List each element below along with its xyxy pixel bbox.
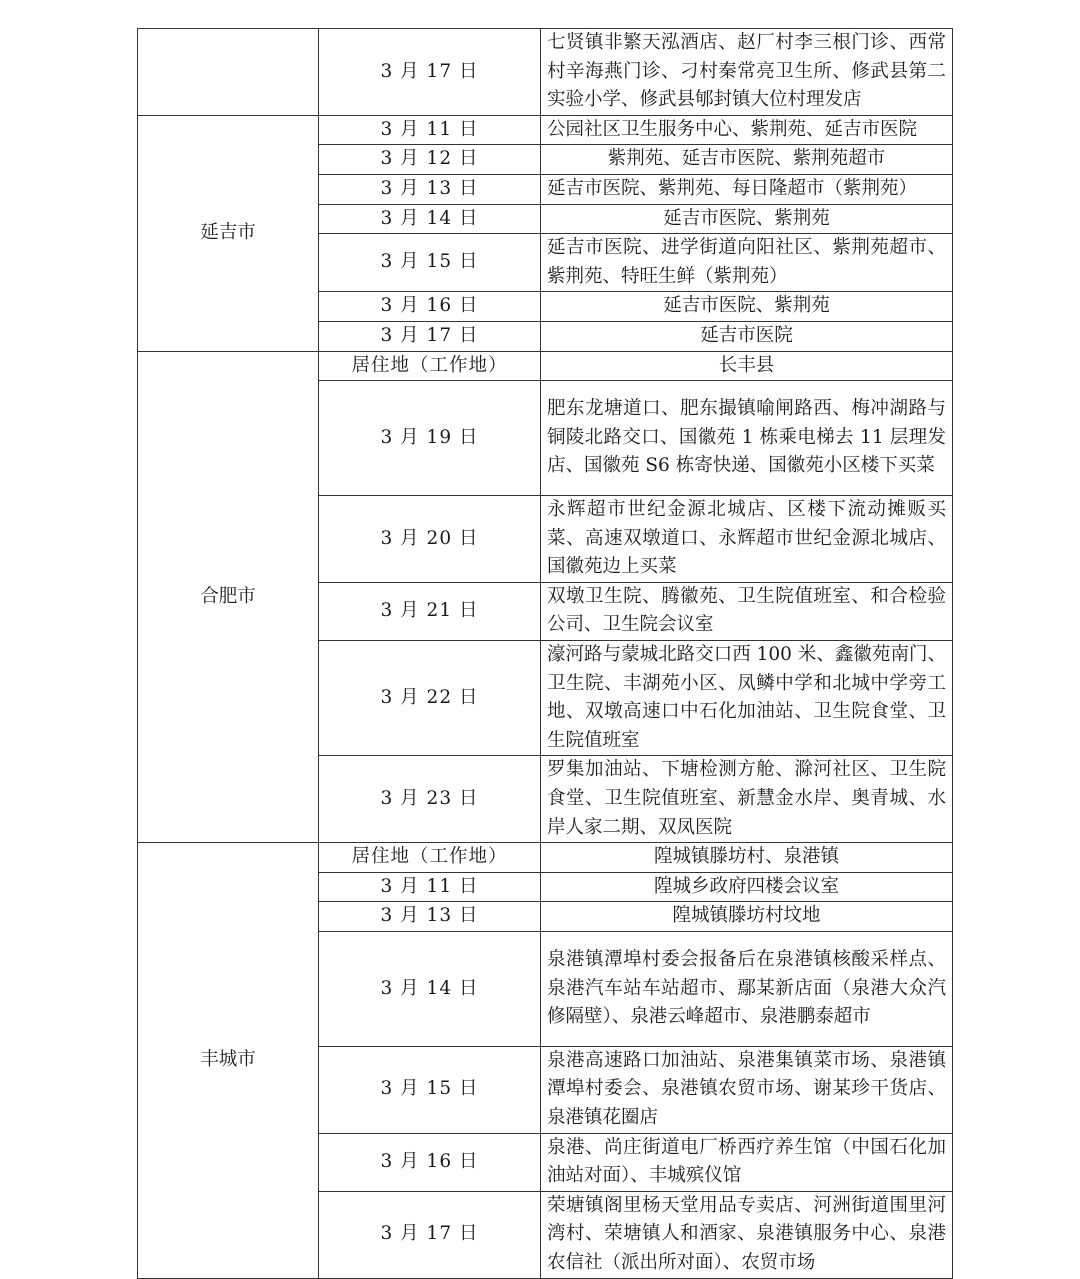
table-row (138, 29, 953, 116)
date-cell: 3 月 14 日 (319, 931, 541, 1046)
place-cell: 泉港、尚庄街道电厂桥西疗养生馆（中国石化加油站对面）、丰城殡仪馆 (541, 1133, 953, 1191)
city-cell: 合肥市 (138, 351, 319, 843)
place-cell: 濠河路与蒙城北路交口西 100 米、鑫徽苑南门、卫生院、丰湖苑小区、凤鳞中学和北城中学旁工地、双墩高速口中石化加油站、卫生院食堂、卫生院值班室 (541, 640, 953, 755)
place-cell: 公园社区卫生服务中心、紫荆苑、延吉市医院 (541, 115, 953, 145)
place-cell: 隍城乡政府四楼会议室 (541, 872, 953, 902)
date-cell: 3 月 17 日 (319, 29, 541, 116)
place-cell: 延吉市医院 (541, 321, 953, 351)
place-cell: 延吉市医院、紫荆苑 (541, 292, 953, 322)
date-cell: 3 月 16 日 (319, 292, 541, 322)
place-cell: 延吉市医院、紫荆苑、每日隆超市（紫荆苑） (541, 174, 953, 204)
date-cell: 3 月 20 日 (319, 496, 541, 583)
trace-table-body (138, 29, 953, 1279)
place-cell: 隍城镇滕坊村坟地 (541, 902, 953, 932)
place-cell: 罗集加油站、下塘检测方舱、滁河社区、卫生院食堂、卫生院值班室、新慧金水岸、奥青城、水岸人家二期、双凤医院 (541, 756, 953, 843)
date-cell: 3 月 19 日 (319, 381, 541, 496)
date-cell: 3 月 14 日 (319, 204, 541, 234)
place-cell: 荣塘镇阁里杨天堂用品专卖店、河洲街道围里河湾村、荣塘镇人和酒家、泉港镇服务中心、泉港农信社（派出所对面）、农贸市场 (541, 1191, 953, 1278)
date-cell: 3 月 16 日 (319, 1133, 541, 1191)
table-row (138, 351, 953, 381)
date-cell: 3 月 17 日 (319, 321, 541, 351)
trace-table (137, 28, 953, 1279)
table-row (138, 843, 953, 873)
date-cell: 3 月 15 日 (319, 1046, 541, 1133)
date-cell: 居住地（工作地） (319, 351, 541, 381)
date-cell: 3 月 11 日 (319, 872, 541, 902)
date-cell: 3 月 13 日 (319, 902, 541, 932)
date-cell: 3 月 17 日 (319, 1191, 541, 1278)
place-cell: 紫荆苑、延吉市医院、紫荆苑超市 (541, 145, 953, 175)
place-cell: 长丰县 (541, 351, 953, 381)
date-cell: 居住地（工作地） (319, 843, 541, 873)
date-cell: 3 月 13 日 (319, 174, 541, 204)
place-cell: 肥东龙塘道口、肥东撮镇喻闸路西、梅冲湖路与铜陵北路交口、国徽苑 1 栋乘电梯去 11 层理发店、国徽苑 S6 栋寄快递、国徽苑小区楼下买菜 (541, 381, 953, 496)
date-cell: 3 月 22 日 (319, 640, 541, 755)
date-cell: 3 月 11 日 (319, 115, 541, 145)
place-cell: 双墩卫生院、腾徽苑、卫生院值班室、和合检验公司、卫生院会议室 (541, 582, 953, 640)
date-cell: 3 月 15 日 (319, 234, 541, 292)
date-cell: 3 月 12 日 (319, 145, 541, 175)
place-cell: 延吉市医院、进学街道向阳社区、紫荆苑超市、紫荆苑、特旺生鲜（紫荆苑） (541, 234, 953, 292)
place-cell: 延吉市医院、紫荆苑 (541, 204, 953, 234)
date-cell: 3 月 23 日 (319, 756, 541, 843)
place-cell: 七贤镇非繁天泓酒店、赵厂村李三根门诊、西常村辛海燕门诊、刁村秦常亮卫生所、修武县第二实验小学、修武县郇封镇大位村理发店 (541, 29, 953, 116)
city-cell (138, 29, 319, 116)
place-cell: 隍城镇滕坊村、泉港镇 (541, 843, 953, 873)
table-row (138, 115, 953, 145)
city-cell: 丰城市 (138, 843, 319, 1278)
place-cell: 泉港高速路口加油站、泉港集镇菜市场、泉港镇潭埠村委会、泉港镇农贸市场、谢某珍干货店、泉港镇花圈店 (541, 1046, 953, 1133)
city-cell: 延吉市 (138, 115, 319, 351)
date-cell: 3 月 21 日 (319, 582, 541, 640)
place-cell: 永辉超市世纪金源北城店、区楼下流动摊贩买菜、高速双墩道口、永辉超市世纪金源北城店、国徽苑边上买菜 (541, 496, 953, 583)
place-cell: 泉港镇潭埠村委会报备后在泉港镇核酸采样点、泉港汽车站车站超市、鄢某新店面（泉港大众汽修隔壁）、泉港云峰超市、泉港鹏泰超市 (541, 931, 953, 1046)
